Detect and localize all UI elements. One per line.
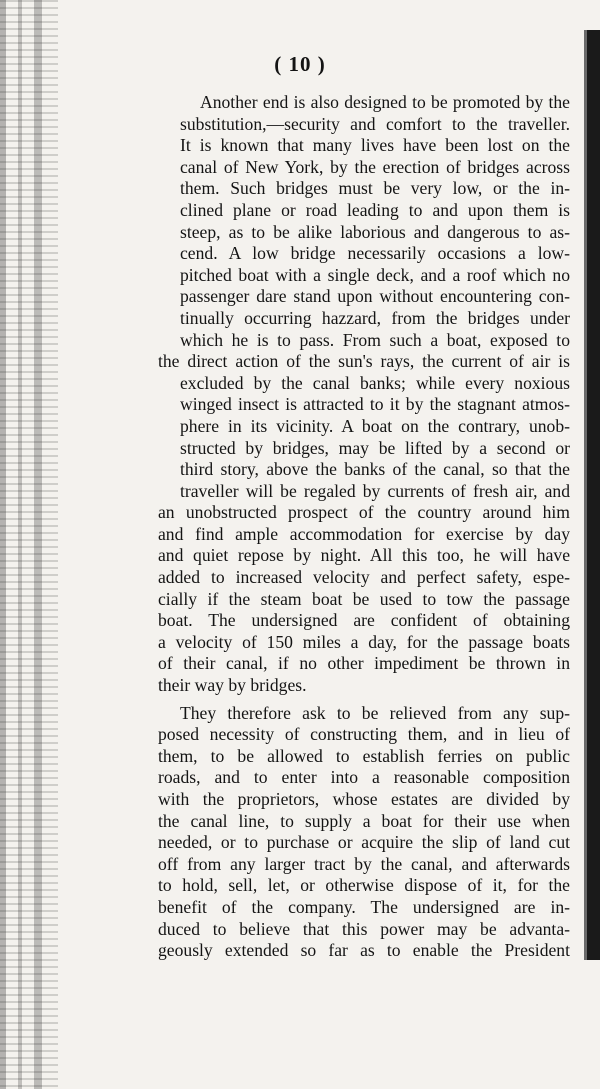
text-line: boat. The undersigned are confident of obtaining — [158, 610, 570, 631]
text-line: with the proprietors, whose estates are divided by — [158, 789, 570, 809]
text-line: benefit of the company. The undersigned are in- — [158, 896, 570, 917]
text-line: pitched boat with a single deck, and a roof which no — [180, 264, 570, 285]
paragraph-1 — [158, 92, 570, 697]
page-number: ( 10 ) — [274, 52, 326, 76]
text-line: phere in its vicinity. A boat on the contrary, unob- — [180, 415, 570, 436]
text-line: their way by bridges. — [158, 675, 307, 696]
text-line: the canal line, to supply a boat for their use when — [158, 810, 570, 831]
text-line: steep, as to be alike laborious and dangerous to as- — [180, 221, 570, 242]
text-line: clined plane or road leading to and upon them is — [180, 199, 570, 220]
text-line: geously extended so far as to enable the President — [158, 940, 570, 961]
text-line: canal of New York, by the erection of bridges across — [180, 156, 570, 177]
body-text — [158, 92, 570, 962]
text-line: to hold, sell, let, or otherwise dispose of it, for the — [158, 875, 570, 896]
text-line: substitution,—security and comfort to the traveller. — [180, 113, 570, 134]
text-line: added to increased velocity and perfect safety, espe- — [158, 567, 570, 588]
text-line: passenger dare stand upon without encountering con- — [180, 286, 570, 307]
text-line: winged insect is attracted to it by the stagnant atmos- — [180, 394, 570, 415]
scan-right-edge — [584, 30, 600, 960]
text-line: cend. A low bridge necessarily occasions a low- — [180, 243, 570, 264]
text-line: traveller will be regaled by currents of fresh air, and — [180, 480, 570, 501]
paragraph-2 — [158, 703, 570, 962]
text-line: them. Such bridges must be very low, or the in- — [180, 178, 570, 199]
text-line: a velocity of 150 miles a day, for the passage boats — [158, 631, 570, 652]
text-line: excluded by the canal banks; while every noxious — [180, 372, 570, 393]
text-line: roads, and to enter into a reasonable composition — [158, 767, 570, 788]
text-line: an unobstructed prospect of the country around him — [158, 502, 570, 523]
text-line: cially if the steam boat be used to tow the passage — [158, 588, 570, 609]
text-line: off from any larger tract by the canal, and afterwards — [158, 853, 570, 874]
text-line: structed by bridges, may be lifted by a second or — [180, 437, 570, 458]
text-line: duced to believe that this power may be advanta- — [158, 918, 570, 939]
text-line: They therefore ask to be relieved from any sup- — [180, 702, 570, 723]
scan-left-edge — [0, 0, 58, 1089]
text-line: Another end is also designed to be promoted by the — [200, 92, 570, 112]
text-line: and find ample accommodation for exercise by day — [158, 523, 570, 544]
text-line: the direct action of the sun's rays, the current of air is — [158, 351, 570, 372]
text-line: posed necessity of constructing them, and in lieu of — [158, 724, 570, 745]
text-line: of their canal, if no other impediment be thrown in — [158, 653, 570, 674]
text-line: needed, or to purchase or acquire the slip of land cut — [158, 832, 570, 853]
text-line: tinually occurring hazzard, from the bridges under — [180, 307, 570, 328]
text-line: which he is to pass. From such a boat, exposed to — [180, 329, 570, 350]
text-line: It is known that many lives have been lost on the — [180, 135, 570, 156]
text-line: and quiet repose by night. All this too, he will have — [158, 545, 570, 566]
text-line: them, to be allowed to establish ferries on public — [158, 745, 570, 766]
text-line: third story, above the banks of the canal, so that the — [180, 459, 570, 480]
